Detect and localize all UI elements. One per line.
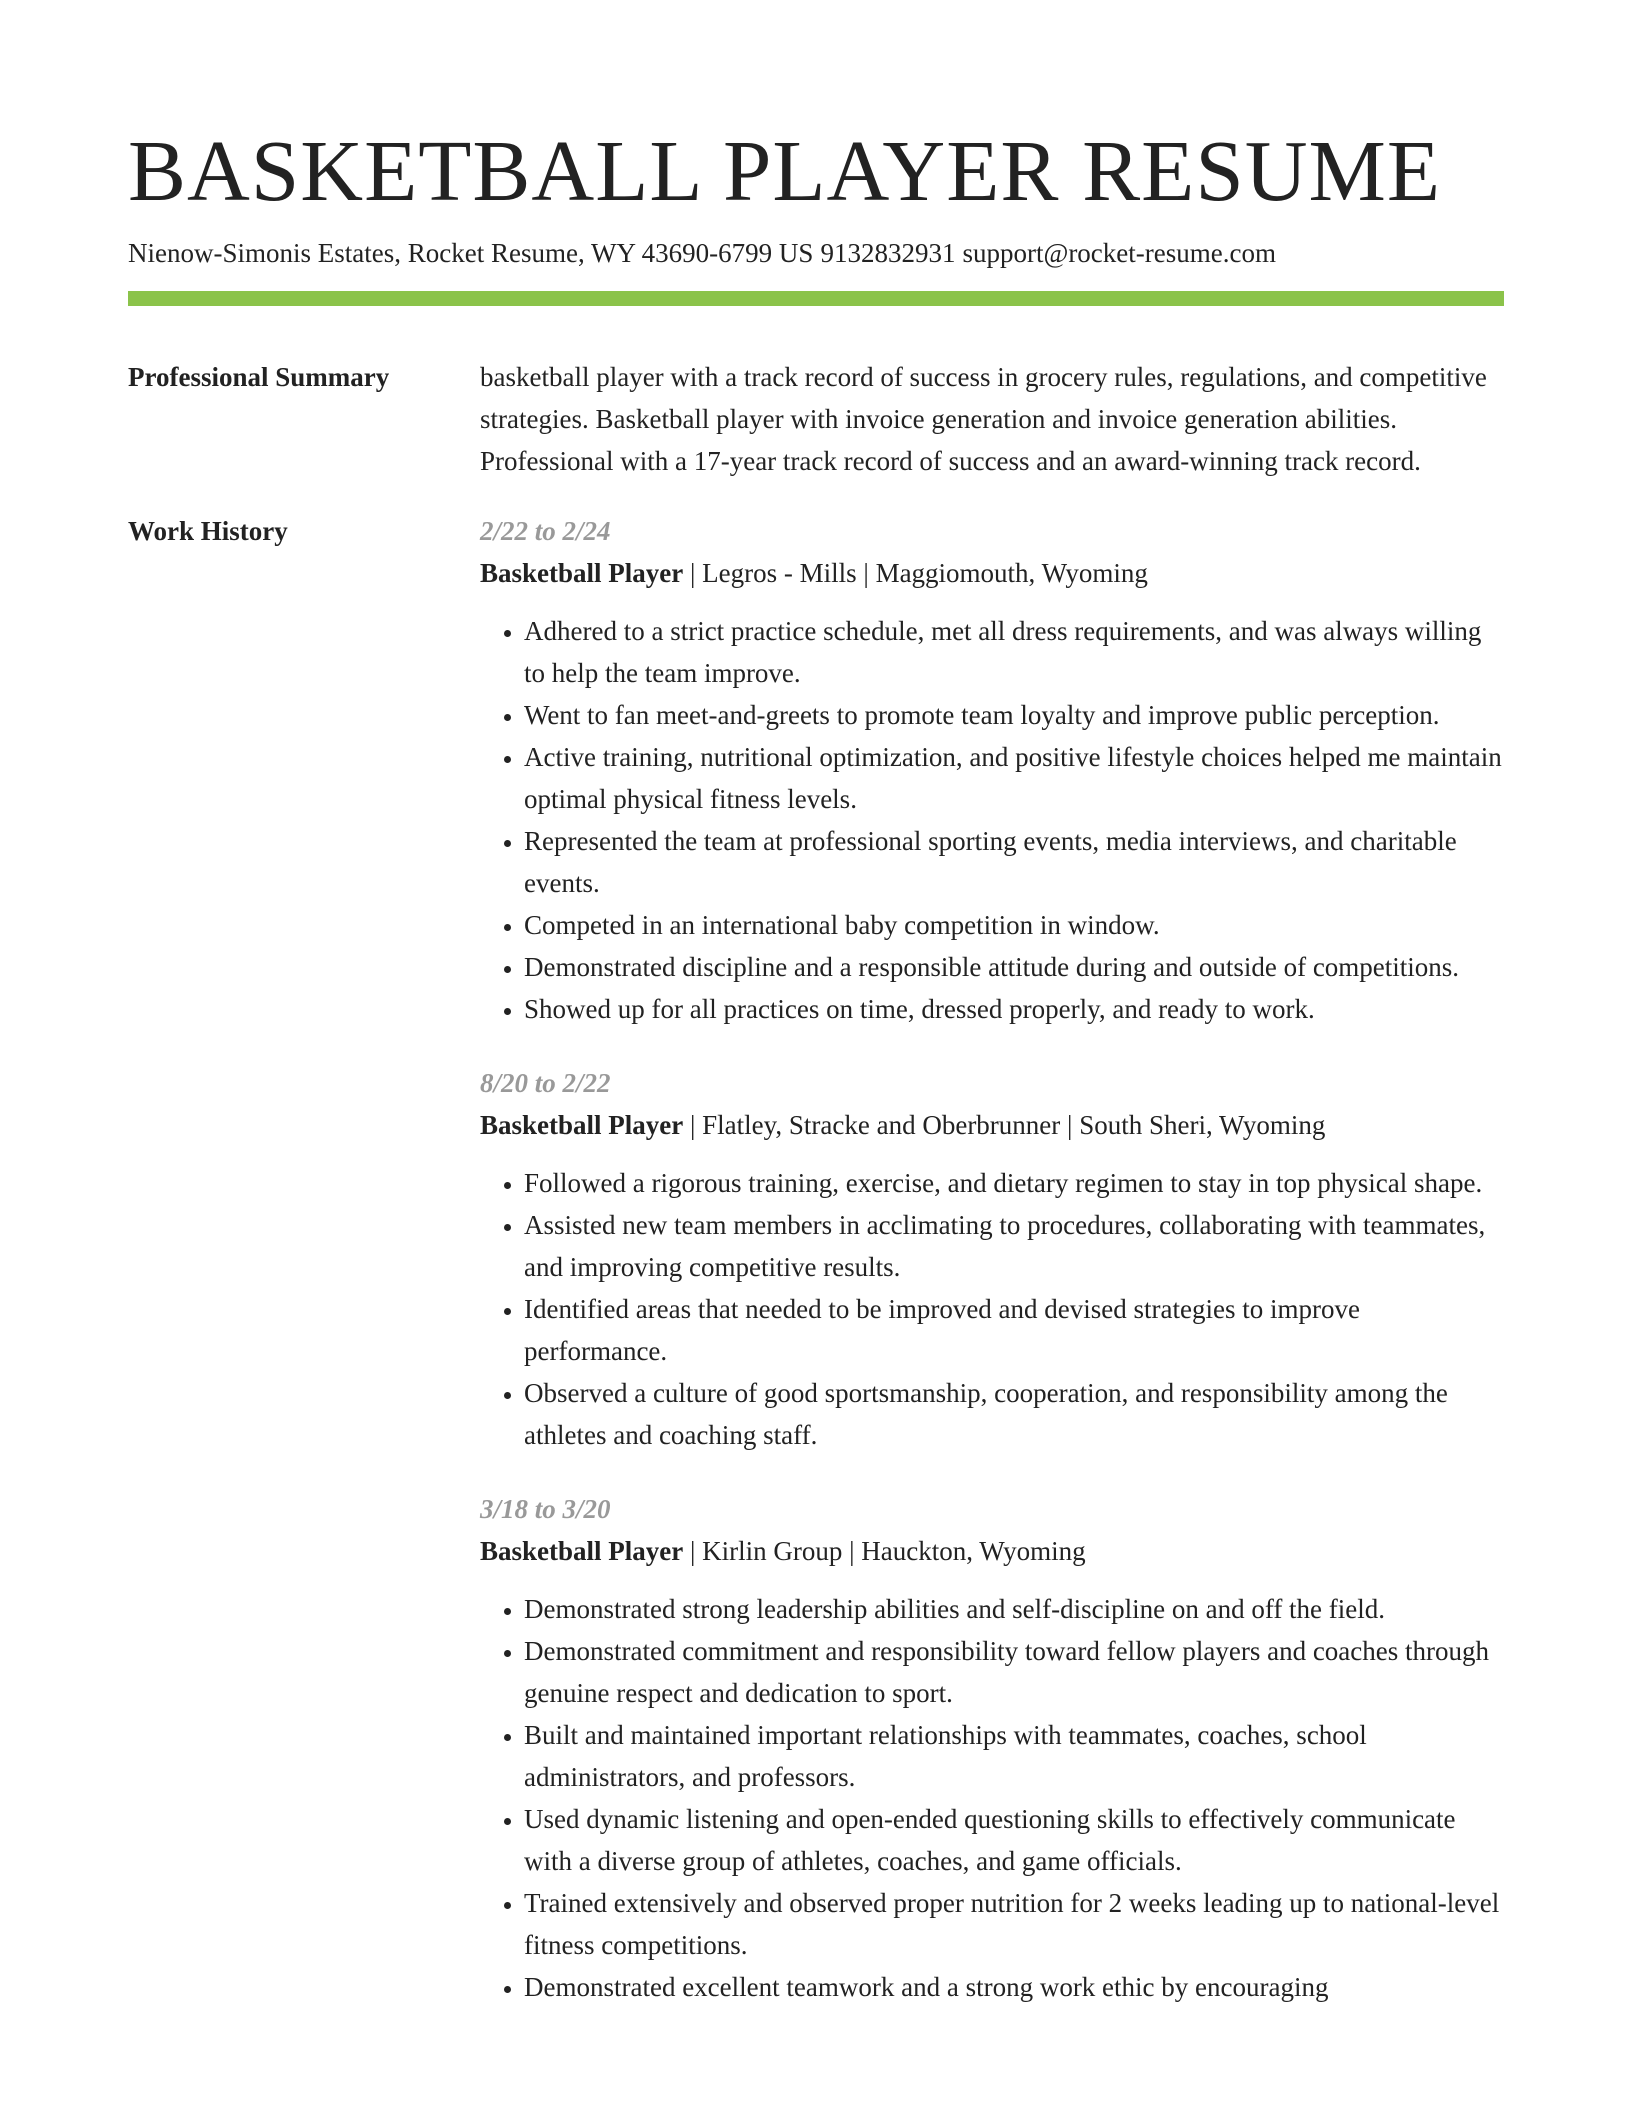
job-bullet-list <box>480 1588 1504 2008</box>
job-bullet: • Built and maintained important relationships with teammates, coaches, school administrators, and professors. <box>524 1714 1504 1798</box>
job-separator: | <box>842 1536 862 1566</box>
job-bullet: • Assisted new team members in acclimating to procedures, collaborating with teammates, and improving competitive results. <box>524 1204 1504 1288</box>
job-separator: | <box>683 1536 703 1566</box>
job-bullet: • Went to fan meet-and-greets to promote team loyalty and improve public perception. <box>524 694 1504 736</box>
job-bullet-list <box>480 610 1504 1030</box>
job-entry <box>480 1062 1504 1456</box>
job-bullet: • Active training, nutritional optimization, and positive lifestyle choices helped me maintain optimal physical fitness levels. <box>524 736 1504 820</box>
summary-heading: Professional Summary <box>128 362 390 392</box>
contact-line <box>128 233 1504 273</box>
job-bullet: • Used dynamic listening and open-ended questioning skills to effectively communicate with a diverse group of athletes, coaches, and game officials. <box>524 1798 1504 1882</box>
job-bullet: • Demonstrated discipline and a responsible attitude during and outside of competitions. <box>524 946 1504 988</box>
contact-email: support@rocket-resume.com <box>962 238 1276 268</box>
job-bullet: • Demonstrated commitment and responsibility toward fellow players and coaches through genuine respect and dedication to sport. <box>524 1630 1504 1714</box>
job-bullet: • Demonstrated strong leadership abilities and self-discipline on and off the field. <box>524 1588 1504 1630</box>
resume-title: BASKETBALL PLAYER RESUME <box>128 122 1442 219</box>
job-separator: | <box>683 1110 703 1140</box>
job-list <box>480 510 1504 2008</box>
job-location: Hauckton, Wyoming <box>861 1536 1086 1566</box>
work-history-heading: Work History <box>128 516 288 546</box>
job-company: Kirlin Group <box>702 1536 843 1566</box>
job-separator: | <box>683 558 703 588</box>
job-separator: | <box>856 558 876 588</box>
summary-section <box>128 356 1504 482</box>
job-company: Flatley, Stracke and Oberbrunner <box>702 1110 1061 1140</box>
job-bullet-list <box>480 1162 1504 1456</box>
contact-phone: 9132832931 <box>820 238 956 268</box>
job-entry <box>480 510 1504 1030</box>
job-bullet: • Identified areas that needed to be improved and devised strategies to improve performance. <box>524 1288 1504 1372</box>
job-bullet: • Adhered to a strict practice schedule, met all dress requirements, and was always willing to help the team improve. <box>524 610 1504 694</box>
job-title: Basketball Player <box>480 558 684 588</box>
job-bullet: • Followed a rigorous training, exercise, and dietary regimen to stay in top physical shape. <box>524 1162 1504 1204</box>
job-bullet: • Represented the team at professional sporting events, media interviews, and charitable events. <box>524 820 1504 904</box>
header-divider <box>128 291 1504 306</box>
job-heading-line <box>480 552 1504 594</box>
job-location: South Sheri, Wyoming <box>1079 1110 1326 1140</box>
job-bullet: • Demonstrated excellent teamwork and a strong work ethic by encouraging <box>524 1966 1504 2008</box>
resume-page <box>128 0 1504 2008</box>
job-bullet: • Observed a culture of good sportsmanship, cooperation, and responsibility among the athletes and coaching staff. <box>524 1372 1504 1456</box>
job-entry <box>480 1488 1504 2008</box>
job-location: Maggiomouth, Wyoming <box>875 558 1148 588</box>
summary-text: basketball player with a track record of success in grocery rules, regulations, and competitive strategies. Basketball player with invoice generation and invoice generation abilities. Professional with a 17-year track record of success and an award-winning track record. <box>480 362 1487 476</box>
job-dates: 8/20 to 2/22 <box>480 1068 611 1098</box>
job-title: Basketball Player <box>480 1110 684 1140</box>
job-heading-line <box>480 1530 1504 1572</box>
job-heading-line <box>480 1104 1504 1146</box>
job-separator: | <box>1060 1110 1080 1140</box>
job-company: Legros - Mills <box>702 558 857 588</box>
job-dates: 2/22 to 2/24 <box>480 516 611 546</box>
job-title: Basketball Player <box>480 1536 684 1566</box>
job-bullet: • Showed up for all practices on time, dressed properly, and ready to work. <box>524 988 1504 1030</box>
job-bullet: • Competed in an international baby competition in window. <box>524 904 1504 946</box>
contact-address: Nienow-Simonis Estates, Rocket Resume, WY 43690-6799 US <box>128 238 814 268</box>
work-history-section <box>128 510 1504 2008</box>
job-dates: 3/18 to 3/20 <box>480 1494 611 1524</box>
job-bullet: • Trained extensively and observed proper nutrition for 2 weeks leading up to national-level fitness competitions. <box>524 1882 1504 1966</box>
